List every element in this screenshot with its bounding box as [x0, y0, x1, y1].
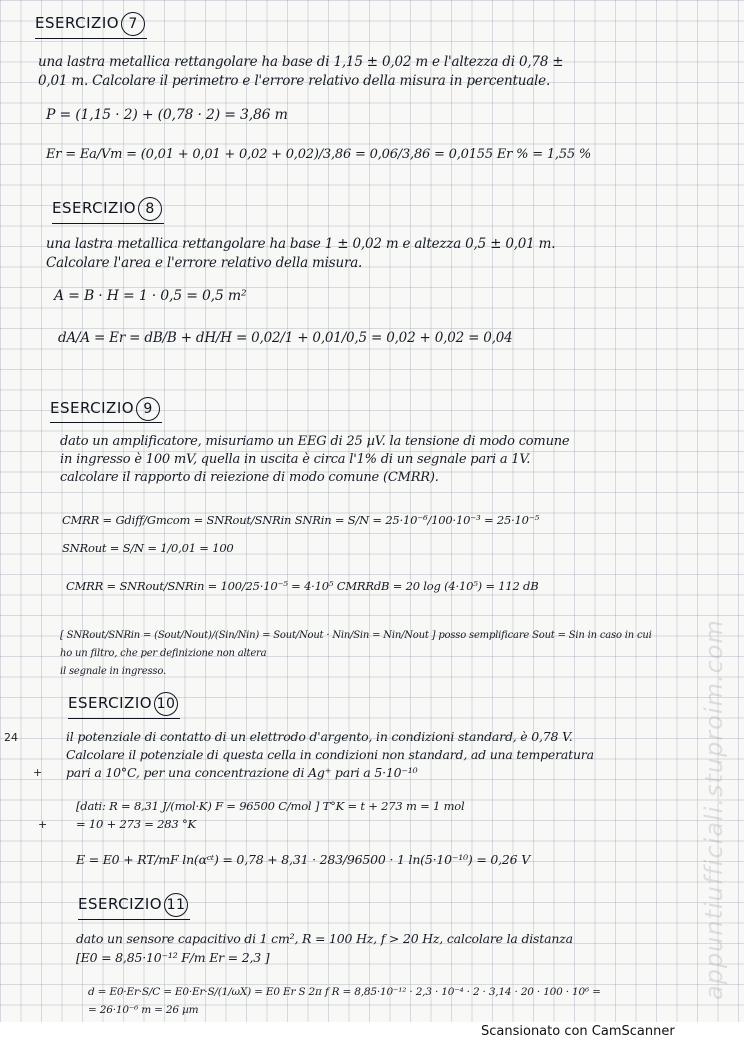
margin-plus: + — [38, 818, 48, 831]
formula-line: A = B · H = 1 · 0,5 = 0,5 m² — [54, 288, 247, 304]
formula-line: d = E0·Er·S/C = E0·Er·S/(1/ωX) = E0 Er S 2π f R = 8,85·10⁻¹² · 2,3 · 10⁻⁴ · 2 · 3,14 · 20 · 100 · 10⁶ = — [88, 986, 601, 998]
text-line: pari a 10°C, per una concentrazione di Ag⁺ pari a 5·10⁻¹⁰ — [66, 765, 418, 780]
text-line: il segnale in ingresso. — [60, 666, 166, 677]
heading-label: ESERCIZIO — [52, 199, 137, 217]
formula-line: [ SNRout/SNRin = (Sout/Nout)/(Sin/Nin) = Sout/Nout · Nin/Sin = Nin/Nout ] posso semplificare Sout = Sin in caso in cui — [60, 630, 652, 641]
heading-underline — [52, 223, 164, 224]
heading-label: ESERCIZIO — [78, 895, 163, 913]
formula-line: CMRR = Gdiff/Gmcom = SNRout/SNRin SNRin = S/N = 25·10⁻⁶/100·10⁻³ = 25·10⁻⁵ — [62, 513, 540, 527]
text-line: ho un filtro, che per definizione non altera — [60, 648, 267, 659]
heading-label: ESERCIZIO — [68, 694, 153, 712]
exercise-heading — [52, 197, 162, 221]
heading-label: ESERCIZIO — [50, 399, 135, 417]
formula-line: [dati: R = 8,31 J/(mol·K) F = 96500 C/mol ] T°K = t + 273 m = 1 mol — [76, 799, 465, 813]
formula-line: Er = Ea/Vm = (0,01 + 0,01 + 0,02 + 0,02)/3,86 = 0,06/3,86 = 0,0155 Er % = 1,55 % — [46, 147, 592, 162]
exercise-number: 10 — [154, 692, 178, 716]
exercise-number: 9 — [136, 397, 160, 421]
heading-underline — [68, 718, 180, 719]
exercise-heading — [35, 12, 145, 36]
heading-underline — [78, 919, 190, 920]
text-line: il potenziale di contatto di un elettrodo d'argento, in condizioni standard, è 0,78 V. — [66, 729, 573, 744]
watermark: appuntiufficiali.stuproim.com — [700, 619, 728, 1000]
exercise-heading — [68, 692, 178, 716]
text-line: in ingresso è 100 mV, quella in uscita è circa l'1% di un segnale pari a 1V. — [60, 452, 531, 467]
text-line: Calcolare l'area e l'errore relativo della misura. — [46, 255, 363, 271]
margin-number: 24 — [4, 731, 18, 744]
margin-plus: + — [33, 766, 43, 779]
text-line: 0,01 m. Calcolare il perimetro e l'errore relativo della misura in percentuale. — [38, 73, 551, 89]
exercise-heading — [78, 893, 188, 917]
exercise-heading — [50, 397, 160, 421]
formula-line: SNRout = S/N = 1/0,01 = 100 — [62, 541, 234, 555]
heading-underline — [35, 38, 147, 39]
text-line: Calcolare il potenziale di questa cella in condizioni non standard, ad una temperatura — [66, 747, 594, 762]
scanner-caption: Scansionato con CamScanner — [481, 1024, 675, 1039]
text-line: dato un amplificatore, misuriamo un EEG di 25 µV. la tensione di modo comune — [60, 434, 570, 449]
text-line: una lastra metallica rettangolare ha base di 1,15 ± 0,02 m e l'altezza di 0,78 ± — [38, 54, 564, 70]
formula-line: P = (1,15 · 2) + (0,78 · 2) = 3,86 m — [46, 107, 288, 123]
text-line: [E0 = 8,85·10⁻¹² F/m Er = 2,3 ] — [76, 950, 270, 965]
exercise-number: 11 — [164, 893, 188, 917]
formula-line: E = E0 + RT/mF ln(αᶜᵗ) = 0,78 + 8,31 · 283/96500 · 1 ln(5·10⁻¹⁰) = 0,26 V — [76, 852, 531, 867]
formula-line: = 10 + 273 = 283 °K — [76, 817, 196, 831]
formula-line: CMRR = SNRout/SNRin = 100/25·10⁻⁵ = 4·10⁵ CMRRdB = 20 log (4·10⁵) = 112 dB — [66, 579, 539, 593]
text-line: dato un sensore capacitivo di 1 cm², R = 100 Hz, f > 20 Hz, calcolare la distanza — [76, 931, 573, 946]
heading-label: ESERCIZIO — [35, 14, 120, 32]
formula-line: dA/A = Er = dB/B + dH/H = 0,02/1 + 0,01/0,5 = 0,02 + 0,02 = 0,04 — [58, 330, 513, 346]
formula-line: = 26·10⁻⁶ m = 26 µm — [88, 1004, 199, 1016]
text-line: una lastra metallica rettangolare ha base 1 ± 0,02 m e altezza 0,5 ± 0,01 m. — [46, 236, 556, 252]
scanner-footer — [0, 1022, 744, 1052]
exercise-number: 8 — [138, 197, 162, 221]
exercise-number: 7 — [121, 12, 145, 36]
heading-underline — [50, 422, 162, 423]
text-line: calcolare il rapporto di reiezione di modo comune (CMRR). — [60, 470, 439, 485]
